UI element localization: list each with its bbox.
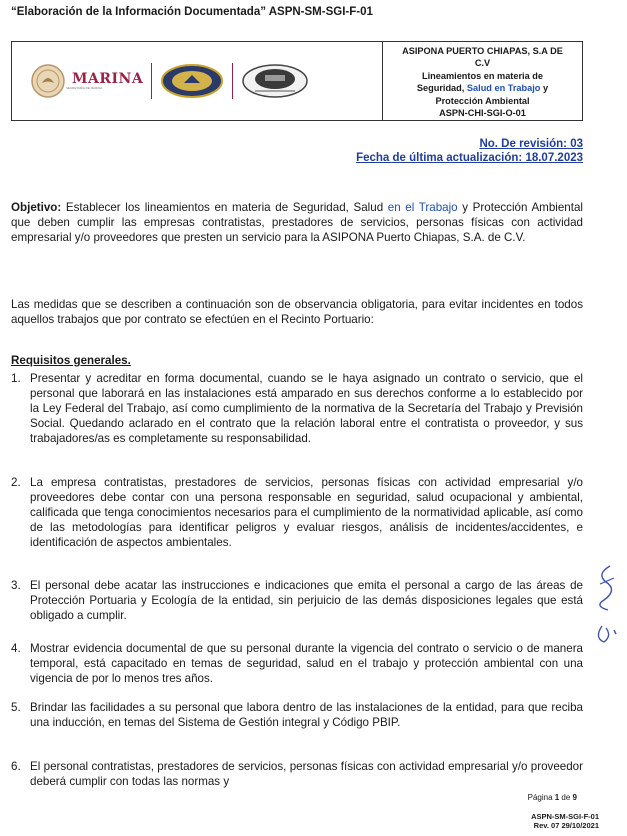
revision-number: No. De revisión: 03 [479, 138, 583, 150]
list-item: 5. Brindar las facilidades a su personal que labora dentro de las instalaciones de la entidad, para que reciba una inducción, en temas del Sistema de Gestión integral y Código PBIP. [11, 701, 583, 729]
handwritten-signature [590, 560, 624, 670]
mexico-eagle-seal-icon [30, 63, 66, 99]
intro-paragraph: Las medidas que se describen a continuación son de observancia obligatoria, para evitar incidentes en todos aquellos trabajos que por contrato se efectúen en el Recinto Portuario: [11, 298, 583, 326]
doc-title-line2: Seguridad, Salud en Trabajo y [416, 83, 549, 94]
revision-info [356, 137, 583, 165]
org-name-line1: ASIPONA PUERTO CHIAPAS, S.A DE [402, 46, 563, 56]
marina-label: MARINA [72, 71, 144, 87]
list-item: 6. El personal contratistas, prestadores de servicios, personas físicas con actividad empresarial y/o proveedor deberá cumplir con todas las normas y [11, 760, 583, 788]
doc-code: ASPN-CHI-SGI-O-01 [439, 108, 526, 119]
objective-paragraph: Objetivo: Establecer los lineamientos en materia de Seguridad, Salud en el Trabajo y Protección Ambiental que deben cumplir las empresas contratistas, prestadores de servicios, personas físicas con actividad empresarial y/o proveedores que presten un servicio para la ASIPONA Puerto Chiapas, S.A. de C.V. [11, 201, 583, 244]
list-item: 2. La empresa contratistas, prestadores de servicios, personas físicas con actividad empresarial y/o proveedores debe contar con una persona responsable en seguridad, salud ocupacional y ambiental, calificada que tenga conocimientos necesarios para el cumplimiento de la normatividad aplicable, así como de las metodologías para identificar peligros y evaluar riesgos, análisis de incidentes/accidentes, e identificación de aspectos ambientales. [11, 476, 583, 549]
last-update-date: Fecha de última actualización: 18.07.2023 [356, 152, 583, 164]
doc-title-line3: Protección Ambiental [435, 95, 530, 106]
footer-form-code: ASPN-SM-SGI-F-01 Rev. 07 29/10/2021 [531, 812, 599, 830]
header-logos [12, 42, 382, 120]
logo-divider [232, 63, 233, 99]
navy-emblem-icon [160, 63, 224, 99]
header-document-info [382, 42, 582, 120]
asipona-port-seal-icon [241, 63, 309, 99]
logo-divider [151, 63, 152, 99]
list-item: 1. Presentar y acreditar en forma documental, cuando se le haya asignado un contrato o servicio, que el personal que laborará en las instalaciones está amparado en sus derechos conforme a lo establecido por la Ley Federal del Trabajo, así como cumplimiento de la normativa de la Secretaría del Trabajo y Previsión Social. Quedando aclarado en el contrato que la relación laboral entre el contratista o proveedor, y sus trabajadores/as es completamente su responsabilidad. [11, 372, 583, 445]
document-header [11, 41, 583, 121]
doc-title-highlight: Salud en Trabajo [466, 83, 541, 94]
marina-logo [30, 63, 143, 99]
requirements-title: Requisitos generales. [11, 354, 131, 367]
marina-sublabel: SECRETARÍA DE MARINA [66, 86, 103, 90]
org-name-line2: C.V [474, 58, 491, 69]
page-counter: Página 1 de 9 [527, 793, 577, 802]
objective-label: Objetivo: [11, 201, 62, 214]
document-top-title: “Elaboración de la Información Documentada” ASPN-SM-SGI-F-01 [11, 6, 373, 18]
doc-title-line1: Lineamientos en materia de [421, 70, 543, 81]
list-item: 4. Mostrar evidencia documental de que su personal durante la vigencia del contrato o servicio o de manera temporal, está capacitado en temas de seguridad, salud en el trabajo y protección ambiental con una vigencia de por lo menos tres años. [11, 642, 583, 685]
list-item: 3. El personal debe acatar las instrucciones e indicaciones que emita el personal a cargo de las áreas de Protección Portuaria y Ecología de la entidad, sin perjuicio de las demás disposiciones legales que está obligado a cumplir. [11, 579, 583, 622]
